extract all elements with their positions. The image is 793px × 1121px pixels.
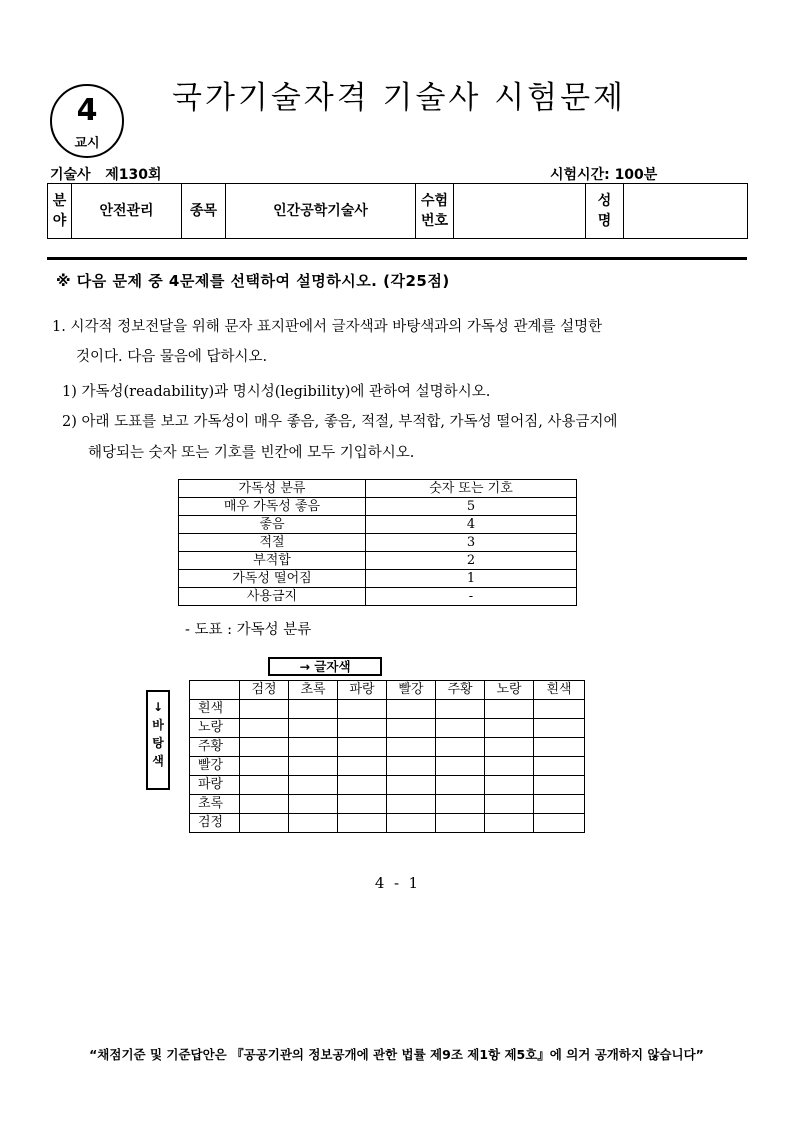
answer-cell[interactable] [436, 795, 485, 814]
background-color-label: ↓ 바 탕 색 [146, 690, 170, 790]
answer-cell[interactable] [338, 757, 387, 776]
table-cell: 매우 가독성 좋음 [179, 498, 366, 516]
category-value: 인간공학기술사 [226, 184, 416, 239]
column-header: 노랑 [485, 681, 534, 700]
answer-cell[interactable] [436, 776, 485, 795]
table-cell: - [366, 588, 577, 606]
row-header: 파랑 [190, 776, 240, 795]
name-field[interactable] [624, 184, 748, 239]
answer-cell[interactable] [436, 719, 485, 738]
answer-cell[interactable] [240, 795, 289, 814]
table-row [179, 534, 577, 552]
answer-cell[interactable] [387, 814, 436, 833]
row-header: 초록 [190, 795, 240, 814]
table-cell: 부적합 [179, 552, 366, 570]
sub-question-2-line-2: 해당되는 숫자 또는 기호를 빈칸에 모두 기입하시오. [88, 445, 415, 461]
table-cell: 4 [366, 516, 577, 534]
column-header: 초록 [289, 681, 338, 700]
answer-cell[interactable] [534, 719, 585, 738]
grid-row [190, 814, 585, 833]
answer-cell[interactable] [289, 700, 338, 719]
answer-cell[interactable] [534, 757, 585, 776]
table-cell: 2 [366, 552, 577, 570]
answer-cell[interactable] [338, 738, 387, 757]
exam-info-table [47, 183, 748, 239]
answer-cell[interactable] [485, 814, 534, 833]
arrow-down-icon: ↓ [152, 700, 164, 714]
color-combination-grid [189, 680, 585, 833]
answer-cell[interactable] [240, 700, 289, 719]
answer-cell[interactable] [338, 776, 387, 795]
answer-cell[interactable] [289, 795, 338, 814]
grid-row [190, 700, 585, 719]
answer-cell[interactable] [485, 700, 534, 719]
column-header: 파랑 [338, 681, 387, 700]
answer-cell[interactable] [240, 738, 289, 757]
column-header: 빨강 [387, 681, 436, 700]
answer-cell[interactable] [387, 757, 436, 776]
row-header: 노랑 [190, 719, 240, 738]
answer-cell[interactable] [534, 700, 585, 719]
table-row [179, 570, 577, 588]
exam-number-field[interactable] [454, 184, 586, 239]
row-header: 검정 [190, 814, 240, 833]
exam-round: 기술사 제130회 [50, 167, 162, 183]
column-header: 숫자 또는 기호 [366, 480, 577, 498]
period-badge [50, 84, 124, 158]
grid-row [190, 719, 585, 738]
legibility-classification-table [178, 479, 577, 606]
grid-row [190, 795, 585, 814]
field-value: 안전관리 [72, 184, 182, 239]
answer-cell[interactable] [240, 757, 289, 776]
table-row [179, 498, 577, 516]
category-label: 종목 [182, 184, 226, 239]
question-1-line-2: 것이다. 다음 물음에 답하시오. [76, 349, 268, 365]
sub-question-1: 1) 가독성(readability)과 명시성(legibility)에 관하여 설명하시오. [62, 384, 491, 400]
table-cell: 좋음 [179, 516, 366, 534]
answer-cell[interactable] [289, 776, 338, 795]
table-header-row [179, 480, 577, 498]
column-header: 주황 [436, 681, 485, 700]
answer-cell[interactable] [485, 795, 534, 814]
exam-number-label: 수험 번호 [416, 184, 454, 239]
answer-cell[interactable] [289, 757, 338, 776]
column-header: 검정 [240, 681, 289, 700]
answer-cell[interactable] [387, 738, 436, 757]
divider [47, 257, 747, 260]
answer-cell[interactable] [338, 795, 387, 814]
grid-corner-cell [190, 681, 240, 700]
table-cell: 적절 [179, 534, 366, 552]
table-cell: 1 [366, 570, 577, 588]
table-row [179, 588, 577, 606]
grid-header-row [190, 681, 585, 700]
answer-cell[interactable] [289, 814, 338, 833]
table-cell: 3 [366, 534, 577, 552]
answer-cell[interactable] [436, 700, 485, 719]
answer-cell[interactable] [485, 719, 534, 738]
answer-cell[interactable] [485, 757, 534, 776]
answer-cell[interactable] [534, 795, 585, 814]
sub-question-2-line-1: 2) 아래 도표를 보고 가독성이 매우 좋음, 좋음, 적절, 부적합, 가독성 떨어짐, 사용금지에 [62, 414, 618, 430]
column-header: 가독성 분류 [179, 480, 366, 498]
page-title: 국가기술자격 기술사 시험문제 [172, 80, 627, 116]
table-row [179, 516, 577, 534]
answer-cell[interactable] [338, 700, 387, 719]
instruction: ※ 다음 문제 중 4문제를 선택하여 설명하시오. (각25점) [56, 272, 450, 290]
table-row [179, 552, 577, 570]
row-header: 흰색 [190, 700, 240, 719]
answer-cell[interactable] [240, 814, 289, 833]
question-1-line-1: 1. 시각적 정보전달을 위해 문자 표지판에서 글자색과 바탕색과의 가독성 관계를 설명한 [52, 319, 603, 335]
answer-cell[interactable] [240, 719, 289, 738]
period-number: 4 [76, 93, 98, 128]
answer-cell[interactable] [534, 738, 585, 757]
answer-cell[interactable] [534, 814, 585, 833]
answer-cell[interactable] [338, 719, 387, 738]
answer-cell[interactable] [387, 700, 436, 719]
answer-cell[interactable] [387, 776, 436, 795]
name-label: 성 명 [586, 184, 624, 239]
table-caption: - 도표 : 가독성 분류 [185, 622, 312, 638]
answer-cell[interactable] [436, 814, 485, 833]
answer-cell[interactable] [289, 738, 338, 757]
answer-cell[interactable] [387, 795, 436, 814]
table-cell: 가독성 떨어짐 [179, 570, 366, 588]
row-header: 빨강 [190, 757, 240, 776]
exam-time: 시험시간: 100분 [550, 167, 658, 183]
answer-cell[interactable] [436, 757, 485, 776]
table-cell: 5 [366, 498, 577, 516]
grid-row [190, 738, 585, 757]
grid-row [190, 757, 585, 776]
page-number: 4 - 1 [374, 874, 419, 892]
answer-cell[interactable] [240, 776, 289, 795]
answer-cell[interactable] [436, 738, 485, 757]
answer-cell[interactable] [387, 719, 436, 738]
period-label: 교시 [74, 136, 100, 151]
field-label: 분 야 [48, 184, 72, 239]
answer-cell[interactable] [338, 814, 387, 833]
answer-cell[interactable] [534, 776, 585, 795]
answer-cell[interactable] [485, 738, 534, 757]
footer-note: “채점기준 및 기준답안은 『공공기관의 정보공개에 관한 법률 제9조 제1항 제5호』에 의거 공개하지 않습니다” [89, 1047, 704, 1062]
answer-cell[interactable] [485, 776, 534, 795]
grid-row [190, 776, 585, 795]
answer-cell[interactable] [289, 719, 338, 738]
table-cell: 사용금지 [179, 588, 366, 606]
text-color-label: → 글자색 [268, 657, 382, 676]
column-header: 흰색 [534, 681, 585, 700]
row-header: 주황 [190, 738, 240, 757]
